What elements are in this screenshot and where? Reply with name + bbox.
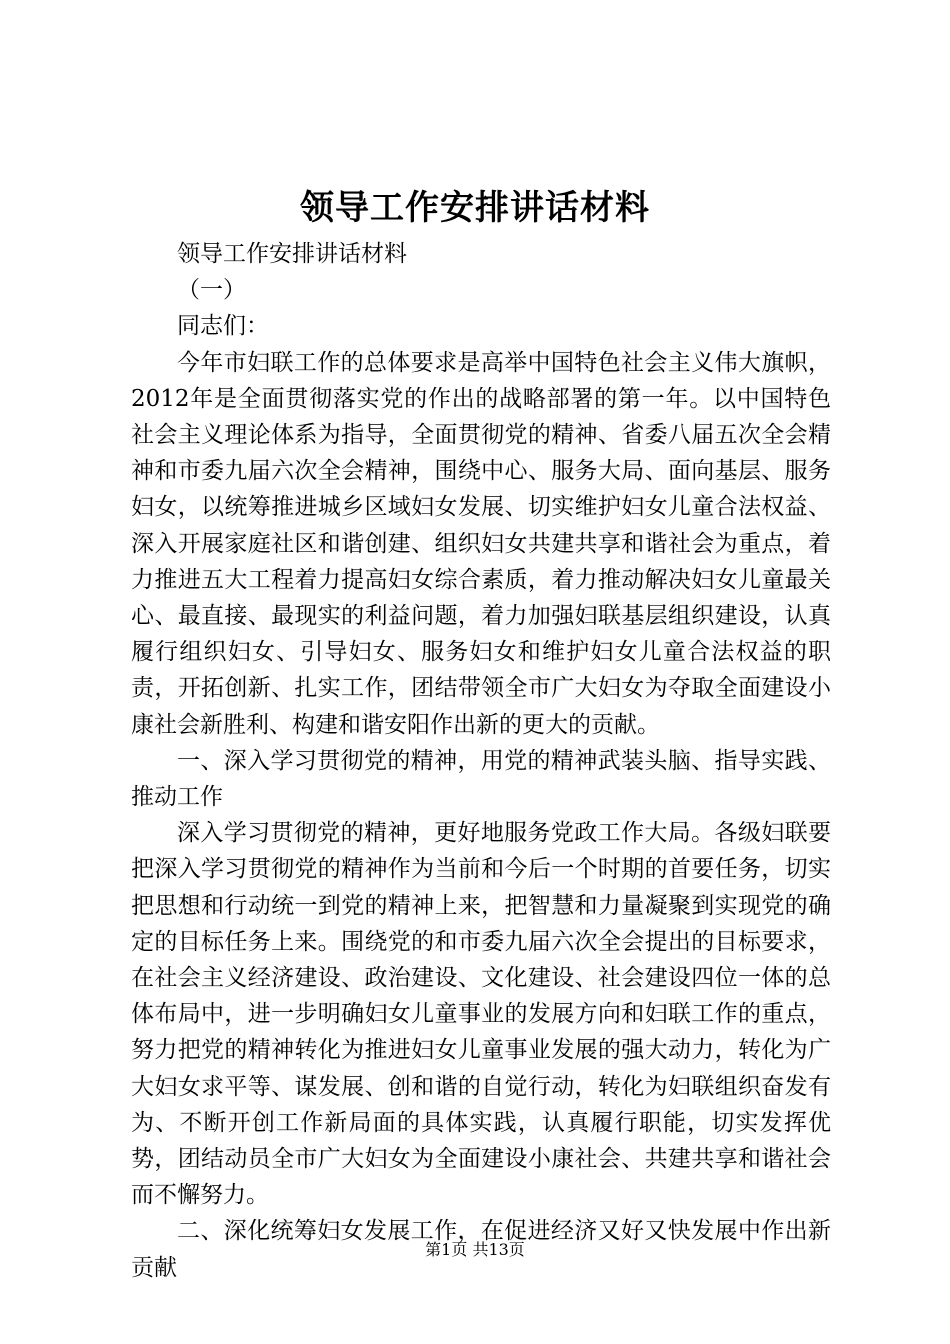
document-title: 领导工作安排讲话材料 xyxy=(300,188,650,228)
paragraph-overall-requirements: 今年市妇联工作的总体要求是高举中国特色社会主义伟大旗帜，2012年是全面贯彻落实党的作出的战略部署的第一年。以中国特色社会主义理论体系为指导，全面贯彻党的精神、省委八届五次全会精神和市委九届六次全会精神，围绕中心、服务大局、面向基层、服务妇女，以统筹推进城乡区域妇女发展、切实维护妇女儿童合法权益、深入开展家庭社区和谐创建、组织妇女共建共享和谐社会为重点，着力推进五大工程着力提高妇女综合素质，着力推动解决妇女儿童最关心、最直接、最现实的利益问题，着力加强妇联基层组织建设，认真履行组织妇女、引导妇女、服务妇女和维护妇女儿童合法权益的职责，开拓创新、扎实工作，团结带领全市广大妇女为夺取全面建设小康社会新胜利、构建和谐安阳作出新的更大的贡献。 xyxy=(131,349,831,738)
paragraph-subtitle: 领导工作安排讲话材料 xyxy=(177,241,407,267)
document-body xyxy=(131,236,831,1286)
paragraph-heading-two: 二、深化统筹妇女发展工作，在促进经济又好又快发展中作出新贡献 xyxy=(131,1218,831,1281)
page-footer: 第1页 共13页 xyxy=(425,1240,525,1259)
paragraph-study-party-spirit: 深入学习贯彻党的精神，更好地服务党政工作大局。各级妇联要把深入学习贯彻党的精神作为当前和今后一个时期的首要任务，切实把思想和行动统一到党的精神上来，把智慧和力量凝聚到实现党的确定的目标任务上来。围绕党的和市委九届六次全会提出的目标要求，在社会主义经济建设、政治建设、文化建设、社会建设四位一体的总体布局中，进一步明确妇女儿童事业的发展方向和妇联工作的重点，努力把党的精神转化为推进妇女儿童事业发展的强大动力，转化为广大妇女求平等、谋发展、创和谐的自觉行动，转化为妇联组织奋发有为、不断开创工作新局面的具体实践，认真履行职能，切实发挥优势，团结动员全市广大妇女为全面建设小康社会、共建共享和谐社会而不懈努力。 xyxy=(131,820,831,1209)
paragraph-heading-one: 一、深入学习贯彻党的精神，用党的精神武装头脑、指导实践、推动工作 xyxy=(131,747,831,811)
paragraph-salutation: 同志们： xyxy=(177,313,269,340)
paragraph-section-marker: （一） xyxy=(177,277,246,304)
